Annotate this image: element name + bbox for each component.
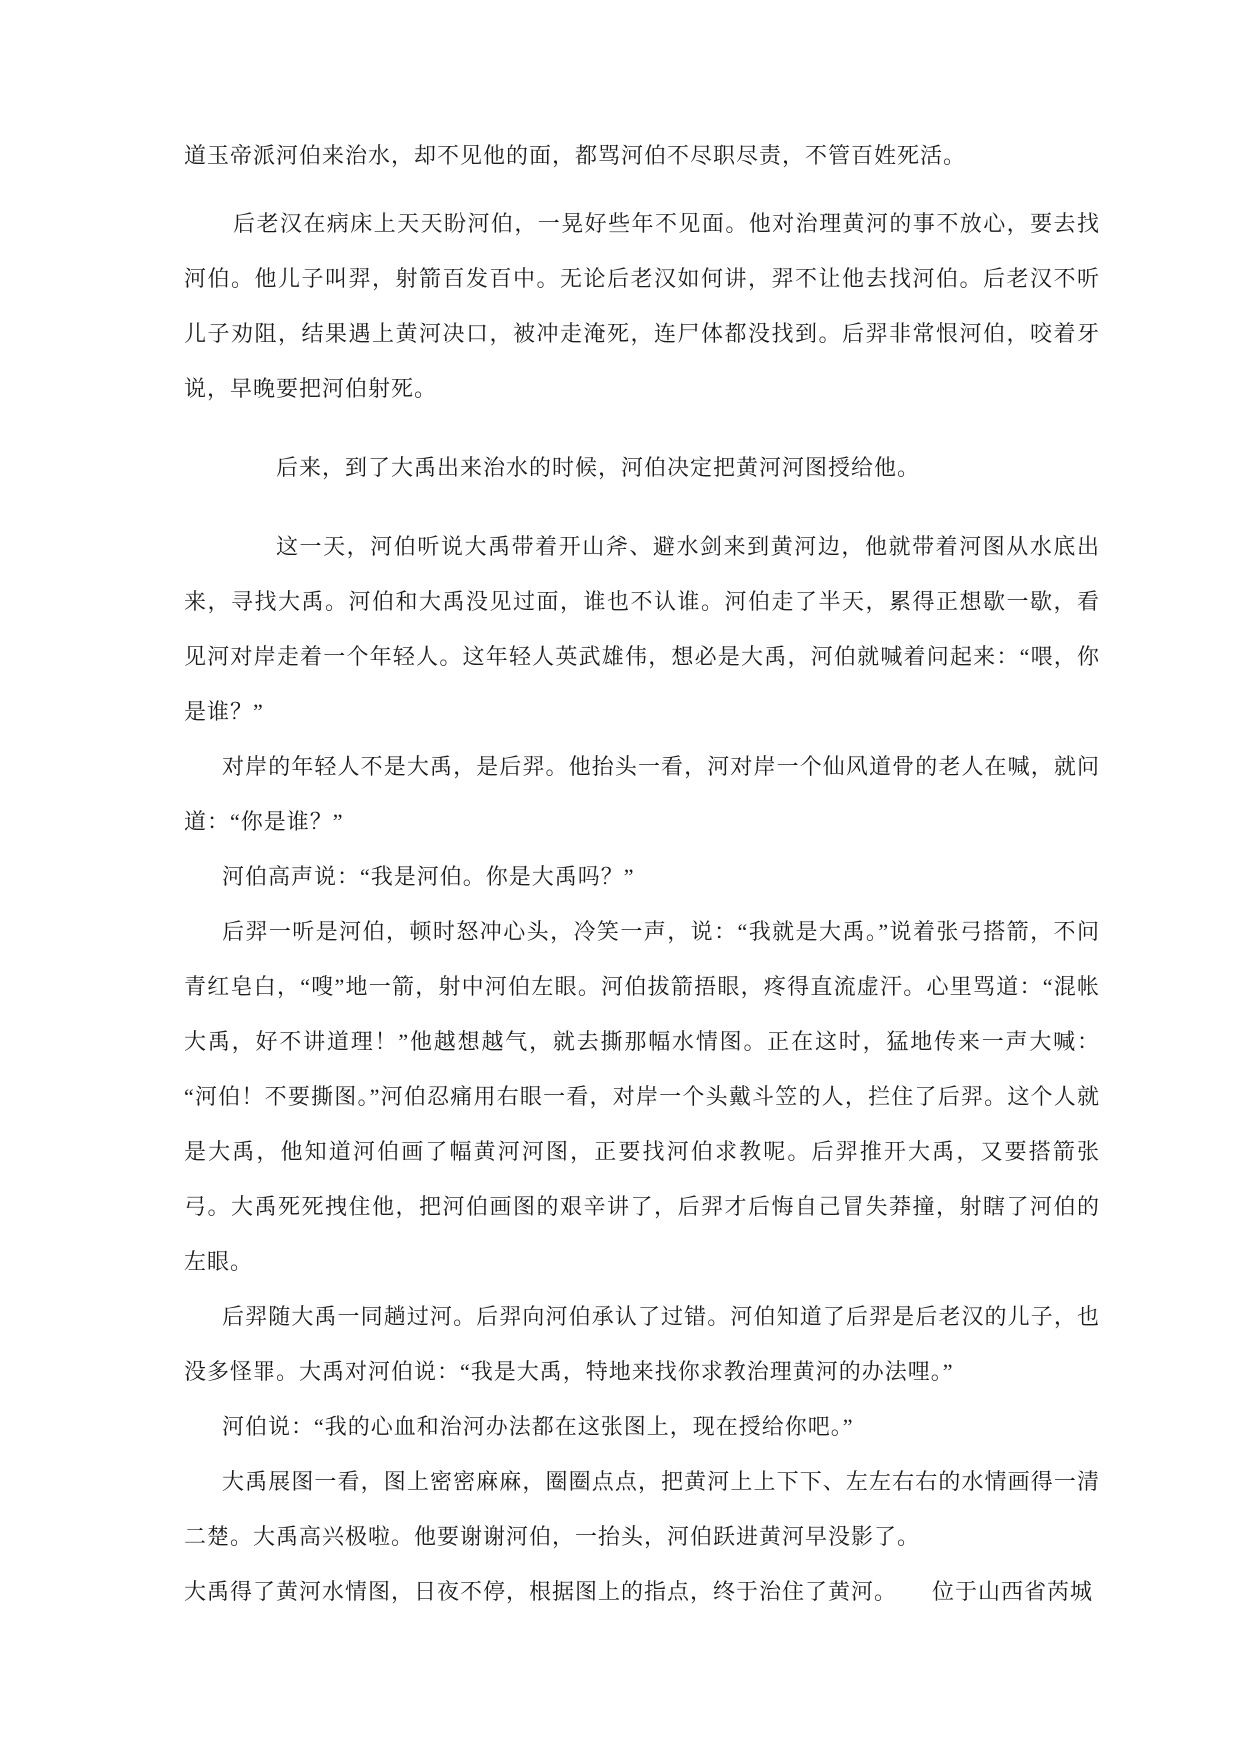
story-paragraph: 这一天，河伯听说大禹带着开山斧、避水剑来到黄河边，他就带着河图从水底出来，寻找大禹。河伯和大禹没见过面，谁也不认谁。河伯走了半天，累得正想歇一歇，看见河对岸走着一个年轻人。这年轻人英武雄伟，想必是大禹，河伯就喊着问起来：“喂，你是谁？” bbox=[184, 534, 1100, 724]
story-paragraph: 后羿随大禹一同趟过河。后羿向河伯承认了过错。河伯知道了后羿是后老汉的儿子，也没多怪罪。大禹对河伯说：“我是大禹，特地来找你求教治理黄河的办法哩。” bbox=[184, 1304, 1100, 1384]
story-text bbox=[184, 128, 1100, 1619]
story-paragraph: 河伯说：“我的心血和治河办法都在这张图上，现在授给你吧。” bbox=[222, 1414, 854, 1439]
story-paragraph: 后老汉在病床上天天盼河伯，一晃好些年不见面。他对治理黄河的事不放心，要去找河伯。他儿子叫羿，射箭百发百中。无论后老汉如何讲，羿不让他去找河伯。后老汉不听儿子劝阻，结果遇上黄河决口，被冲走淹死，连尸体都没找到。后羿非常恨河伯，咬着牙说，早晚要把河伯射死。 bbox=[184, 211, 1100, 401]
story-paragraph: 大禹得了黄河水情图，日夜不停，根据图上的指点，终于治住了黄河。 位于山西省芮城 bbox=[184, 1579, 1094, 1604]
story-paragraph: 后来，到了大禹出来治水的时候，河伯决定把黄河河图授给他。 bbox=[276, 455, 921, 480]
story-paragraph: 后羿一听是河伯，顿时怒冲心头，冷笑一声，说：“我就是大禹。”说着张弓搭箭，不问青红皂白，“嗖”地一箭，射中河伯左眼。河伯拔箭捂眼，疼得直流虚汗。心里骂道：“混帐大禹，好不讲道理！”他越想越气，就去撕那幅水情图。正在这时，猛地传来一声大喊：“河伯！不要撕图。”河伯忍痛用右眼一看，对岸一个头戴斗笠的人，拦住了后羿。这个人就是大禹，他知道河伯画了幅黄河河图，正要找河伯求教呢。后羿推开大禹，又要搭箭张弓。大禹死死拽住他，把河伯画图的艰辛讲了，后羿才后悔自己冒失莽撞，射瞎了河伯的左眼。 bbox=[184, 919, 1100, 1274]
story-paragraph: 大禹展图一看，图上密密麻麻，圈圈点点，把黄河上上下下、左左右右的水情画得一清二楚。大禹高兴极啦。他要谢谢河伯，一抬头，河伯跃进黄河早没影了。 bbox=[184, 1469, 1100, 1549]
story-paragraph: 道玉帝派河伯来治水，却不见他的面，都骂河伯不尽职尽责，不管百姓死活。 bbox=[184, 143, 967, 168]
story-paragraph: 对岸的年轻人不是大禹，是后羿。他抬头一看，河对岸一个仙风道骨的老人在喊，就问道：“你是谁？” bbox=[184, 754, 1100, 834]
story-paragraph: 河伯高声说：“我是河伯。你是大禹吗？” bbox=[222, 864, 635, 889]
